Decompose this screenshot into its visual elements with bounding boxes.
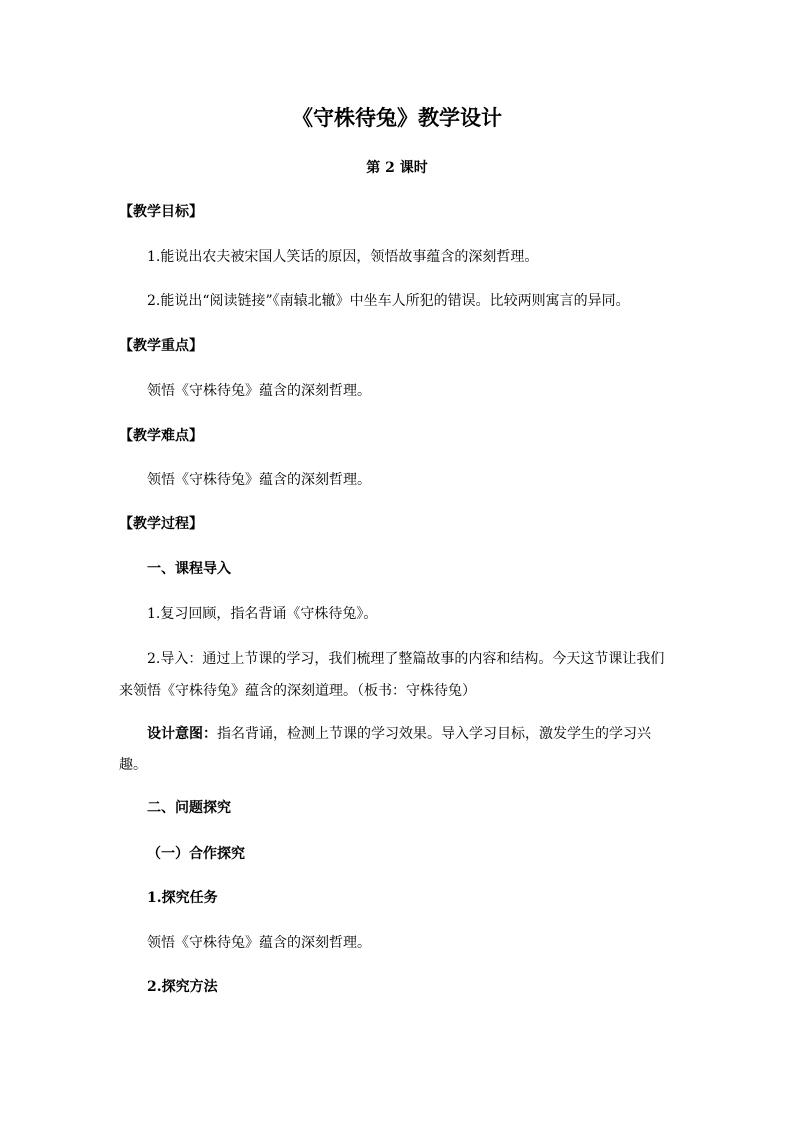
difficulty-heading: 【教学难点】 bbox=[119, 428, 203, 444]
lesson-period: 第 2 课时 bbox=[366, 160, 428, 176]
section1-heading: 一、课程导入 bbox=[147, 561, 231, 577]
section2-heading: 二、问题探究 bbox=[147, 800, 231, 816]
section1-item-2-line2: 来领悟《守株待兔》蕴含的深刻道理。（板书：守株待兔） bbox=[119, 683, 476, 699]
section1-item-1: 1.复习回顾，指名背诵《守株待兔》。 bbox=[147, 606, 378, 622]
design-intent bbox=[147, 725, 651, 743]
difficulty-text: 领悟《守株待兔》蕴含的深刻哲理。 bbox=[147, 472, 371, 488]
design-intent-line2: 趣。 bbox=[119, 757, 147, 773]
inquiry-task-heading: 1.探究任务 bbox=[147, 890, 218, 906]
key-point-heading: 【教学重点】 bbox=[119, 338, 203, 354]
document-title: 《守株待兔》教学设计 bbox=[292, 105, 502, 130]
design-intent-label: 设计意图： bbox=[147, 726, 217, 742]
design-intent-text: 指名背诵，检测上节课的学习效果。导入学习目标，激发学生的学习兴 bbox=[217, 726, 651, 742]
section1-item-2-line1: 2.导入：通过上节课的学习，我们梳理了整篇故事的内容和结构。今天这节课让我们 bbox=[147, 651, 665, 667]
goal-item-2: 2.能说出“阅读链接”《南辕北辙》中坐车人所犯的错误。比较两则寓言的异同。 bbox=[147, 293, 630, 309]
cooperative-inquiry-heading: （一）合作探究 bbox=[147, 846, 245, 862]
inquiry-task-text: 领悟《守株待兔》蕴含的深刻哲理。 bbox=[147, 935, 371, 951]
goal-item-1: 1.能说出农夫被宋国人笑话的原因，领悟故事蕴含的深刻哲理。 bbox=[147, 249, 539, 265]
goals-heading: 【教学目标】 bbox=[119, 204, 203, 220]
process-heading: 【教学过程】 bbox=[119, 516, 203, 532]
inquiry-method-heading: 2.探究方法 bbox=[147, 979, 218, 995]
key-point-text: 领悟《守株待兔》蕴含的深刻哲理。 bbox=[147, 383, 371, 399]
